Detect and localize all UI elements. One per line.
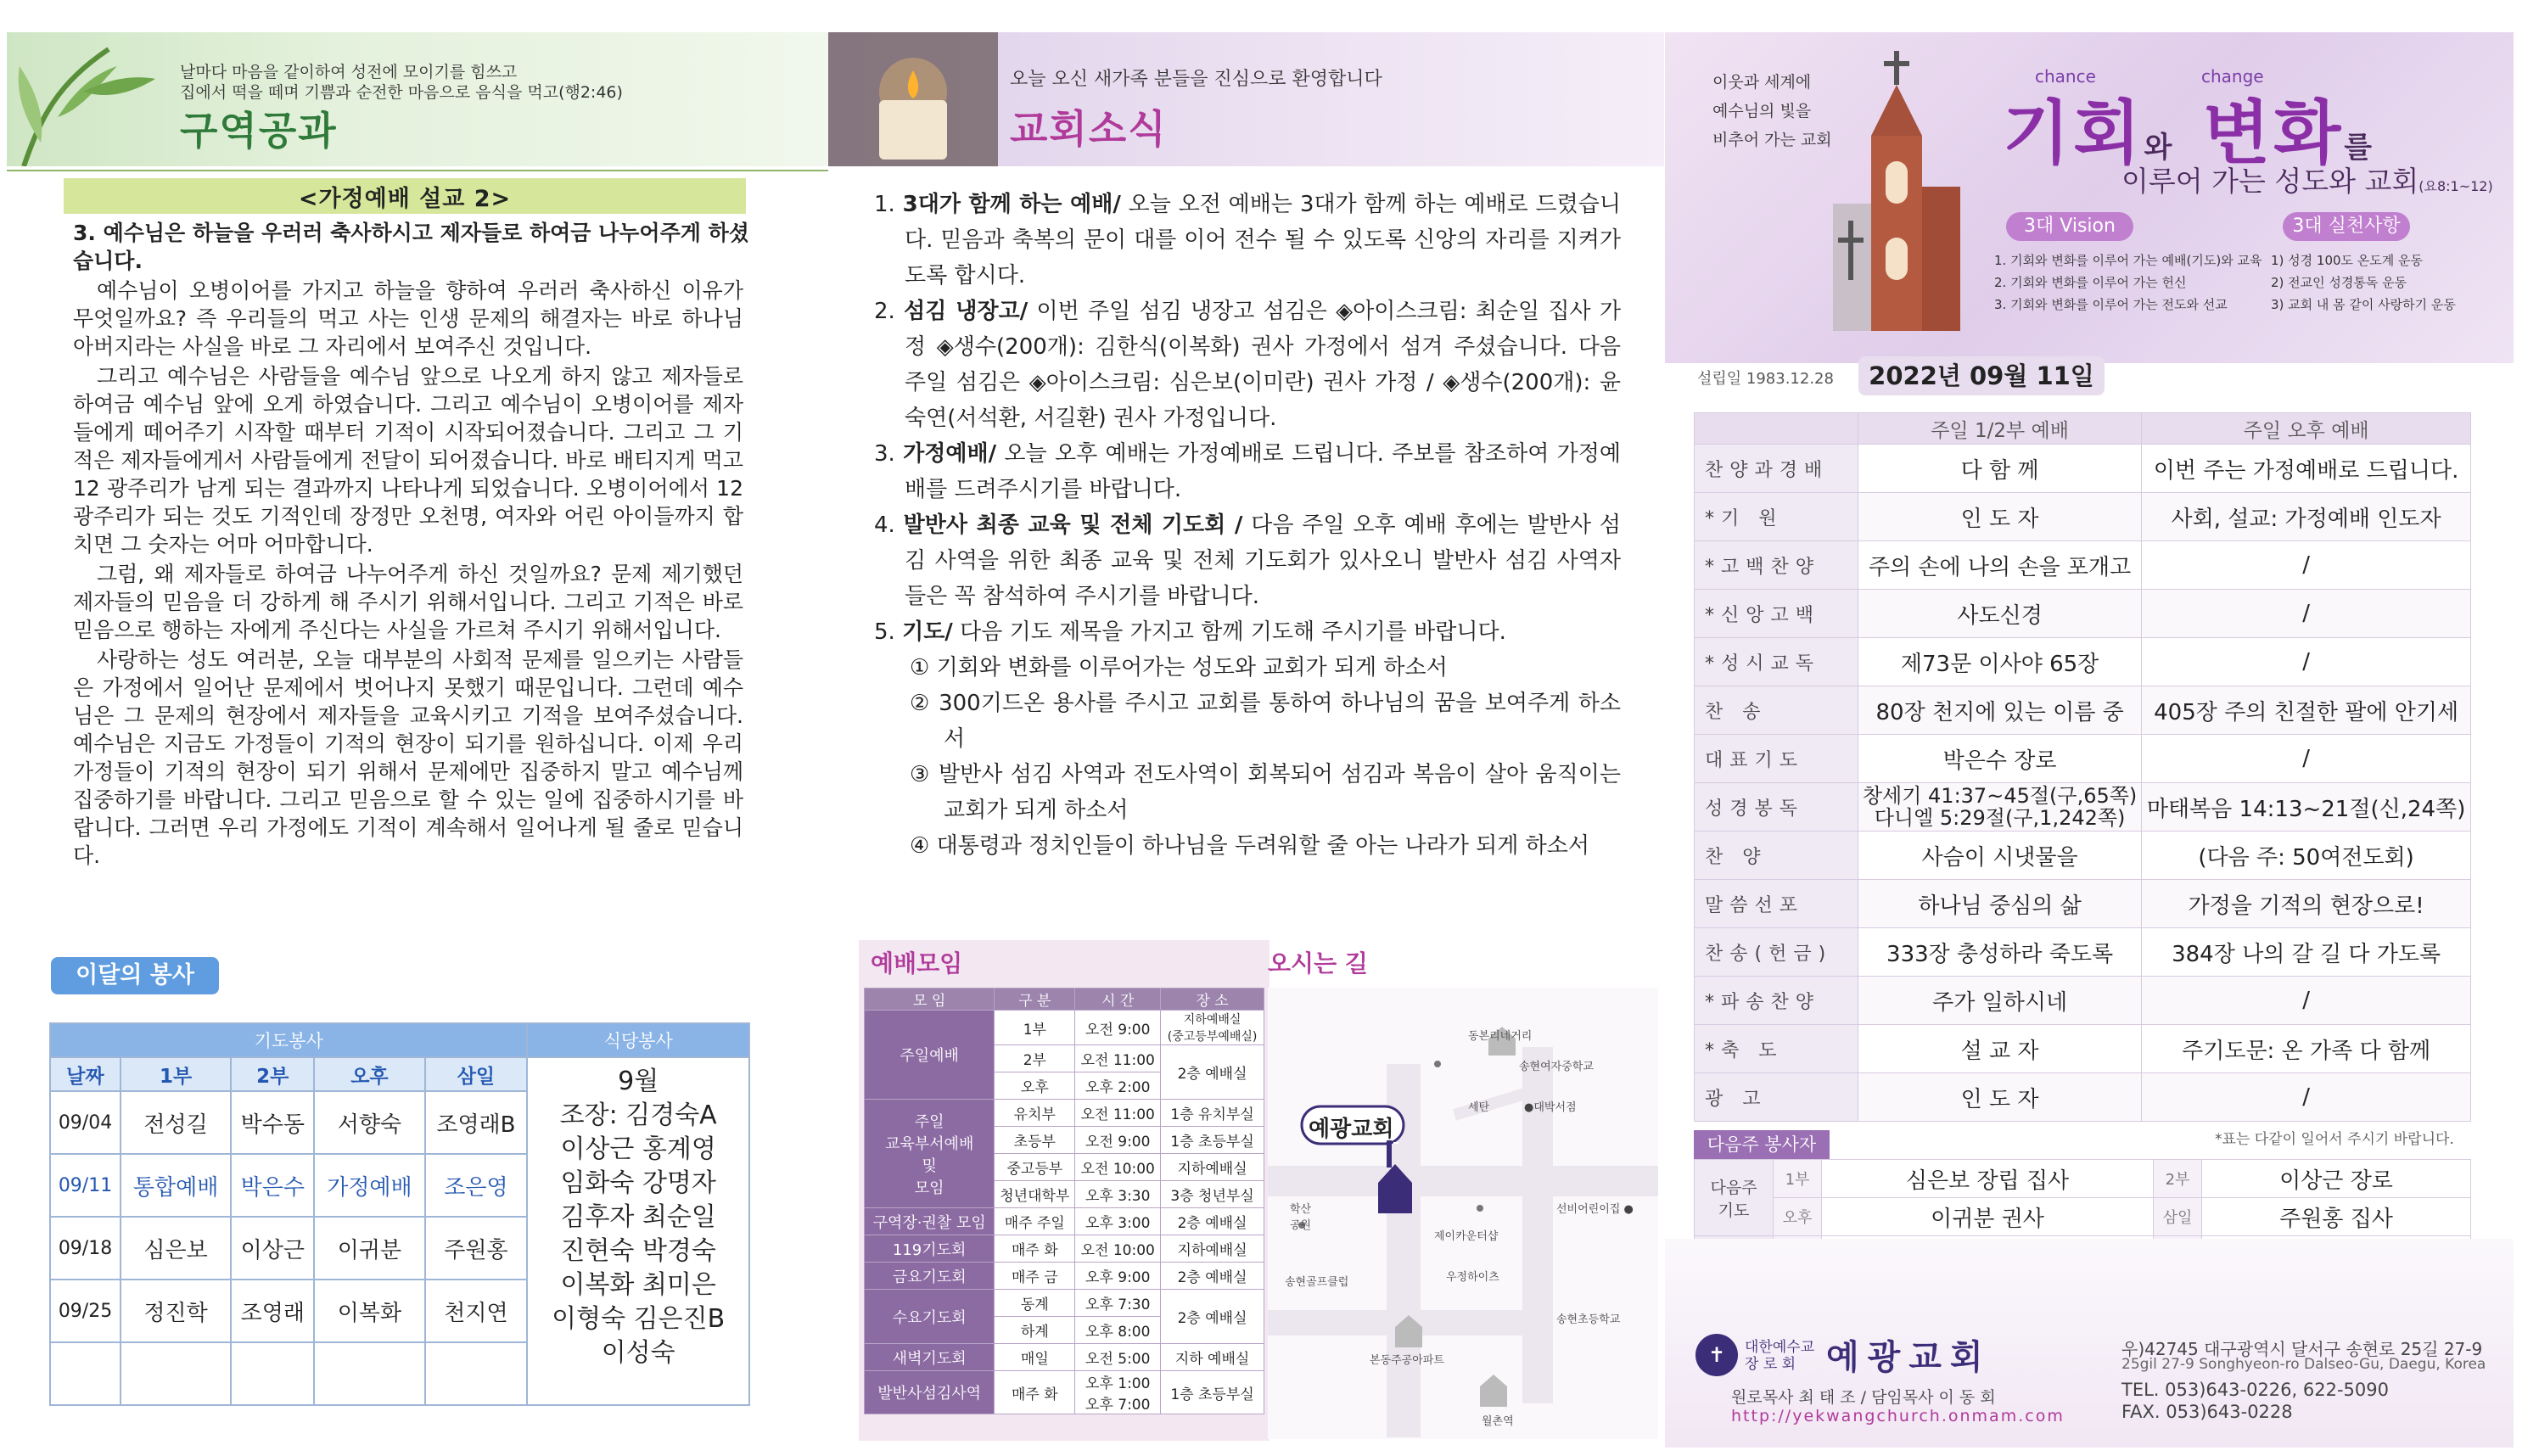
cell: / [2142,1073,2471,1122]
cell: 찬송(헌금) [1695,928,1858,977]
cell: 오후 9:00 [1075,1263,1161,1290]
cell: 통합예배 [121,1154,231,1217]
cell: 1층 유치부실 [1161,1100,1264,1127]
sermon-title: <가정예배 설교 2> [298,186,512,212]
meal-line: 진현숙 박경숙 [560,1236,716,1266]
sermon-point: 3. 예수님은 하늘을 우러러 축사하시고 제자들로 하여금 나누어주게 하셨습니다. [73,221,749,273]
cell: 주일 교육부서예배 및 모임 [865,1100,995,1208]
motto-line: 이웃과 세계에 [1712,73,1812,92]
col-type: 구 분 [995,988,1075,1011]
cell: 삼일 [2154,1198,2202,1236]
map-label: 선비어린이집 ● [1556,1203,1634,1216]
change-label: change [2201,66,2264,87]
cell: / [2142,735,2471,783]
cell: 오후 2:00 [1075,1072,1161,1100]
cell: 청년대학부 [995,1181,1075,1208]
cell: 조은영 [425,1154,528,1217]
table-row [1695,832,2471,880]
cell: 09/25 [50,1280,121,1342]
cell: 발반사섬김사역 [865,1371,995,1414]
practice-item: 1) 성경 100도 온도계 운동 [2271,253,2424,268]
church-building-icon [1833,51,1960,331]
cell: 405장 주의 친절한 팔에 안기세 [2142,686,2471,735]
cell: 주일예배 [865,1011,995,1100]
cell: / [2142,638,2471,686]
practice-label: 3대 실천사항 [2283,212,2410,241]
cell: 매일 [995,1344,1075,1371]
denomination: 대한예수교 장 로 회 [1745,1339,1815,1373]
cell: 대표기도 [1695,735,1858,783]
map-label: 송현여자중학교 [1519,1061,1594,1073]
cell: 2층 예배실 [1161,1263,1264,1290]
cell: 오후 8:00 [1075,1317,1161,1344]
cell: 2층 예배실 [1161,1208,1264,1235]
table-row [1695,638,2471,686]
cell: 80장 천지에 있는 이름 중 [1858,686,2142,735]
meal-line: 임화숙 강명자 [560,1168,716,1198]
col-blank [1695,413,1858,445]
standing-note: *표는 다같이 일어서 주시기 바랍니다. [2215,1131,2454,1148]
cell: 이복화 [314,1280,424,1342]
service-badge: 이달의 봉사 [51,957,219,994]
cell: 이번 주는 가정예배로 드립니다. [2142,445,2471,493]
meal-service-list [527,1057,749,1405]
cell: 하계 [995,1317,1075,1344]
cell: 마태복음 14:13~21절(신,24쪽) [2142,783,2471,832]
cell: 오후 3:30 [1075,1181,1161,1208]
cell: 가정예배 [314,1154,424,1217]
cell: 오전 10:00 [1075,1154,1161,1181]
left-section-title: 구역공과 [180,108,338,154]
meal-line: 9월 [618,1067,659,1096]
news-item: 3. 가정예배/ 오늘 오후 예배는 가정예배로 드립니다. 주보를 참조하여 가정예배를 드려주시기를 바랍니다. [874,441,1621,502]
col-morning: 주일 1/2부 예배 [1858,413,2142,445]
prayer-item: ③ 발반사 섬김 사역과 전도사역이 회복되어 섬김과 복음이 살아 움직이는 교회가 되게 하소서 [910,762,1621,823]
cell: 119기도회 [865,1235,995,1263]
table-row [1695,977,2471,1025]
cell: 심은보 [121,1217,231,1280]
sermon-body [73,277,743,871]
cell [425,1342,528,1405]
prayer-item: ② 300기드온 용사를 주시고 교회를 통하여 하나님의 꿈을 보여주게 하소서 [910,691,1621,752]
table-row [1695,1198,2471,1236]
col-place: 장 소 [1161,988,1264,1011]
cell: 매주 금 [995,1263,1075,1290]
cell [314,1342,424,1405]
cell: 다음주 기도 [1695,1160,1774,1236]
map-label: 본동주공아파트 [1370,1354,1444,1367]
cell: 인 도 자 [1858,493,2142,541]
worship-title: 예배모임 [871,949,963,977]
map-label: 학산 공원 [1290,1203,1312,1232]
cell: / [2142,541,2471,590]
table-row [865,1263,1264,1290]
vision-list [1994,249,2262,316]
sermon-paragraph: 예수님이 오병이어를 가지고 하늘을 향하여 우러러 축사하신 이유가 무엇일까요? 즉 우리들의 먹고 사는 인생 문제의 해결자는 바로 하나님 아버지라는 사실을 바로 그 자리에서 보여주신 것입니다. [73,278,743,359]
meal-service-header: 식당봉사 [527,1023,749,1057]
map-label: 송현초등학교 [1556,1313,1621,1326]
table-row [865,1208,1264,1235]
table-row [1695,880,2471,928]
leaf-decoration-icon [7,32,177,166]
table-row [865,1290,1264,1317]
practice-item: 3) 교회 내 몸 같이 사랑하기 운동 [2271,297,2456,312]
cell: 오전 9:00 [1075,1127,1161,1154]
cell [121,1342,231,1405]
cell: 3층 청년부실 [1161,1181,1264,1208]
cell: 심은보 장립 집사 [1822,1160,2154,1198]
cell: *신앙고백 [1695,590,1858,638]
map-label: 제이카운터샵 [1434,1230,1499,1243]
prayer-service-header: 기도봉사 [50,1023,527,1057]
map-label: 송현골프클럽 [1285,1276,1349,1289]
map-label: 세탄 [1468,1101,1490,1114]
cell: 2부 [995,1045,1075,1072]
cell: 매주 주일 [995,1208,1075,1235]
cell: 매주 화 [995,1235,1075,1263]
cell: 지하예배실 (중고등부예배실) [1161,1011,1264,1045]
cell: 1층 초등부실 [1161,1371,1264,1414]
worship-table [864,988,1264,1414]
worship-order-table [1694,412,2471,1122]
cell: 오전 11:00 [1075,1045,1161,1072]
cell: 오전 9:00 [1075,1011,1161,1045]
pastors: 원로목사 최 태 조 / 담임목사 이 동 회 [1731,1388,1996,1407]
cell: 1부 [1774,1160,1822,1198]
cell: 이상근 장로 [2202,1160,2471,1198]
cell: 주의 손에 나의 손을 포개고 [1858,541,2142,590]
cell: 구역장·권찰 모임 [865,1208,995,1235]
map-label: ●대박서점 [1524,1101,1577,1114]
table-row [1695,686,2471,735]
chance-label: chance [2035,66,2096,87]
cell: *기 원 [1695,493,1858,541]
left-divider [7,170,828,171]
middle-section-title: 교회소식 [1010,106,1168,152]
cell: / [2142,977,2471,1025]
cell: 사도신경 [1858,590,2142,638]
church-logo-icon: ✝ [1695,1334,1738,1376]
col-wednesday: 삼일 [425,1057,528,1091]
cell: 찬양과경배 [1695,445,1858,493]
sermon-paragraph: 사랑하는 성도 여러분, 오늘 대부분의 사회적 문제를 일으키는 사람들은 가정에서 일어난 문제에서 벗어나지 못했기 때문입니다. 그런데 예수님은 그 문제의 현장에서 제자들을 교육시키고 기적을 보여주셨습니다. 예수님은 지금도 가정들이 기적의 현장이 되기를 원하십니다. 이제 우리 가정들이 기적의 현장이 되기 위해서 문제에만 집중하지 말고 예수님께 집중하기를 바랍니다. 그리고 믿음으로 할 수 있는 일에 집중하시기를 바랍니다. 그러면 우리 가정에도 기적이 계속해서 일어나게 될 줄로 믿습니다. [73,647,743,868]
cell: 조영래B [425,1091,528,1154]
next-week-badge: 다음주 봉사자 [1694,1130,1830,1159]
cell: 금요기도회 [865,1263,995,1290]
theme-title: 기회와 변화를 [2003,93,2376,174]
cell: 창세기 41:37~45절(구,65쪽) 다니엘 5:29절(구,1,242쪽) [1858,783,2142,832]
directions-map [1268,988,1658,1439]
cell: 정진학 [121,1280,231,1342]
practice-item: 2) 전교인 성경통독 운동 [2271,275,2407,290]
cell: 주원홍 집사 [2202,1198,2471,1236]
cell: 333장 충성하라 죽도록 [1858,928,2142,977]
founded-date: 설립일 1983.12.28 [1697,370,1834,388]
col-date: 날짜 [50,1057,121,1091]
cell: 박수동 [231,1091,314,1154]
col-2bu: 2부 [231,1057,314,1091]
candle-icon [828,32,998,166]
cell: 찬 양 [1695,832,1858,880]
prayer-item: ④ 대통령과 정치인들이 하나님을 두려워할 줄 아는 나라가 되게 하소서 [910,833,1589,859]
vision-item: 1. 기회와 변화를 이루어 가는 예배(기도)와 교육 [1994,253,2262,268]
cell: 지하 예배실 [1161,1344,1264,1371]
cell: 이귀분 [314,1217,424,1280]
cell: *고백찬양 [1695,541,1858,590]
meal-line: 이형숙 김은진B [552,1304,726,1334]
map-title: 오시는 길 [1268,949,1368,977]
cell: 찬 송 [1695,686,1858,735]
cell: 성경봉독 [1695,783,1858,832]
cell: 오후 [1774,1198,1822,1236]
cell: 오전 11:00 [1075,1100,1161,1127]
cell: 박은수 장로 [1858,735,2142,783]
cell: 2부 [2154,1160,2202,1198]
cell: 인 도 자 [1858,1073,2142,1122]
cell: 전성길 [121,1091,231,1154]
table-row [1695,445,2471,493]
sermon-paragraph: 그럼, 왜 제자들로 하여금 나누어주게 하신 것일까요? 문제 제기했던 제자들의 믿음을 더 강하게 해 주시기 위해서입니다. 그리고 기적은 바로 믿음으로 행하는 자에게 주신다는 사실을 가르쳐 주시기 위해서입니다. [73,562,743,642]
cell: 새벽기도회 [865,1344,995,1371]
cell: 중고등부 [995,1154,1075,1181]
cell: *축 도 [1695,1025,1858,1073]
cell: 사회, 설교: 가정예배 인도자 [2142,493,2471,541]
cell: (다음 주: 50여전도회) [2142,832,2471,880]
cell: 이상근 [231,1217,314,1280]
cell [50,1342,121,1405]
cell: 서향숙 [314,1091,424,1154]
cell: 사슴이 시냇물을 [1858,832,2142,880]
motto-line: 예수님의 빛을 [1712,102,1812,120]
left-subtitle-line1: 날마다 마음을 같이하여 성전에 모이기를 힘쓰고 [180,63,518,81]
map-label: 우정하이츠 [1446,1271,1499,1284]
cell: 오후 3:00 [1075,1208,1161,1235]
cell: 하나님 중심의 삶 [1858,880,2142,928]
map-label: 동본리네거리 [1468,1030,1533,1043]
cell: 주가 일하시네 [1858,977,2142,1025]
col-1bu: 1부 [121,1057,231,1091]
cell: 2층 예배실 [1161,1045,1264,1100]
table-row [865,1344,1264,1371]
col-time: 시 간 [1075,988,1161,1011]
news-item: 5. 기도/ 다음 기도 제목을 가지고 함께 기도해 주시기를 바랍니다. [874,619,1506,645]
theme-subtitle: 이루어 가는 성도와 교회(요8:1~12) [2121,165,2493,198]
service-table [49,1022,750,1406]
cell: 주원홍 [425,1217,528,1280]
cell: 천지연 [425,1280,528,1342]
table-row [1695,541,2471,590]
cell: 주기도문: 온 가족 다 함께 [2142,1025,2471,1073]
cell: 오후 1:00 오후 7:00 [1075,1371,1161,1414]
table-row [865,1100,1264,1127]
meal-line: 이복화 최미은 [560,1270,716,1300]
vision-item: 2. 기회와 변화를 이루어 가는 헌신 [1994,275,2187,290]
bulletin-date: 2022년 09월 11일 [1858,356,2105,395]
table-row [1695,1073,2471,1122]
cell: *성시교독 [1695,638,1858,686]
table-row [1695,783,2471,832]
news-item: 2. 섬김 냉장고/ 이번 주일 섬김 냉장고 섬김은 ◈아이스크림: 최순일 집사 가정 ◈생수(200개): 김한식(이복화) 권사 가정에서 섬겨 주셨습니다. 다음 주일 섬김은 ◈아이스크림: 심은보(이미란) 권사 가정 / ◈생수(200개): 윤숙연(서석환, 서길환) 권사 가정입니다. [874,299,1621,431]
church-name: 예광교회 [1826,1338,1992,1377]
address-english: 25gil 27-9 Songhyeon-ro Dalseo-Gu, Daegu, Korea [2121,1356,2486,1373]
cell: 09/04 [50,1091,121,1154]
cell: 오전 5:00 [1075,1344,1161,1371]
fax: FAX. 053)643-0228 [2121,1402,2293,1422]
cell: 09/18 [50,1217,121,1280]
cell: 오후 7:30 [1075,1290,1161,1317]
church-news-list [874,187,1621,864]
meal-line: 조장: 김경숙A [559,1100,717,1130]
cell: 오전 10:00 [1075,1235,1161,1263]
meal-line: 이성숙 [601,1338,675,1368]
table-row [865,1011,1264,1045]
news-item: 1. 3대가 함께 하는 예배/ 오늘 오전 예배는 3대가 함께 하는 예배로 드렸습니다. 믿음과 축복의 문이 대를 이어 전수 될 수 있도록 신앙의 자리를 지켜가도록 합시다. [874,192,1622,288]
address-korean: 우)42745 대구광역시 달서구 송현로 25길 27-9 [2121,1339,2483,1359]
news-item: 4. 발반사 최종 교육 및 전체 기도회 / 다음 주일 오후 예배 후에는 발반사 섬김 사역을 위한 최종 교육 및 전체 기도회가 있사오니 발반사 섬김 사역자들은 꼭 참석하여 주시기를 바랍니다. [874,512,1621,609]
table-row [865,1235,1264,1263]
vision-item: 3. 기회와 변화를 이루어 가는 전도와 선교 [1994,297,2228,312]
cell: 09/11 [50,1154,121,1217]
practice-list [2271,249,2456,316]
left-subtitle-line2: 집에서 떡을 떼며 기쁨과 순전한 마음으로 음식을 먹고(행2:46) [180,83,623,102]
table-row [1695,1160,2471,1198]
table-row [1695,735,2471,783]
cell: 설 교 자 [1858,1025,2142,1073]
cell: 초등부 [995,1127,1075,1154]
sermon-paragraph: 그리고 예수님은 사람들을 예수님 앞으로 나오게 하지 않고 제자들로 하여금 예수님 앞에 오게 하였습니다. 그리고 예수님이 오병이어를 제자들에게 떼어주기 시작할 때부터 기적이 시작되어졌습니다. 그리고 그 기적은 제자들에게서 사람들에게 전달이 되어졌습니다. 바로 배티지게 먹고 12 광주리가 남게 되는 결과까지 나타나게 되었습니다. 오병이어에서 12광주리가 되는 것도 기적인데 장정만 오천명, 여자와 어린 아이들까지 합치면 그 숫자는 어마 어마합니다. [73,364,743,557]
meal-line: 이상근 홍계영 [560,1134,716,1164]
prayer-item: ① 기회와 변화를 이루어가는 성도와 교회가 되게 하소서 [910,655,1448,680]
col-group: 모 임 [865,988,995,1011]
cell: 박은수 [231,1154,314,1217]
cell: 말씀선포 [1695,880,1858,928]
cell: 1부 [995,1011,1075,1045]
church-motto [1712,68,1832,154]
middle-subtitle: 오늘 오신 새가족 분들을 진심으로 환영합니다 [1010,69,1382,90]
table-row [1695,1025,2471,1073]
cell: 다 함 께 [1858,445,2142,493]
table-row [1695,493,2471,541]
cell: *파송찬양 [1695,977,1858,1025]
cell: / [2142,590,2471,638]
vision-label: 3대 Vision [2006,212,2133,241]
table-row [1695,928,2471,977]
cell: 조영래 [231,1280,314,1342]
meal-line: 김후자 최순일 [560,1202,716,1232]
cell: 광 고 [1695,1073,1858,1122]
cell: 이귀분 권사 [1822,1198,2154,1236]
church-url-link[interactable]: http://yekwangchurch.onmam.com [1731,1407,2065,1425]
table-row [865,1371,1264,1414]
map-label: 월촌역 [1482,1415,1514,1428]
cell: 1층 초등부실 [1161,1127,1264,1154]
cell: 384장 나의 갈 길 다 가도록 [2142,928,2471,977]
cell: 매주 화 [995,1371,1075,1414]
cell: 유치부 [995,1100,1075,1127]
cell: 수요기도회 [865,1290,995,1344]
cell: 가정을 기적의 현장으로! [2142,880,2471,928]
map-church-label: 예광교회 [1309,1117,1394,1142]
cell: 동계 [995,1290,1075,1317]
table-row [1695,590,2471,638]
telephone: TEL. 053)643-0226, 622-5090 [2121,1380,2389,1400]
cell: 2층 예배실 [1161,1290,1264,1344]
col-afternoon: 오후 [314,1057,424,1091]
cell: 오후 [995,1072,1075,1100]
cell: 제73문 이사야 65장 [1858,638,2142,686]
cell: 지하예배실 [1161,1235,1264,1263]
cell: 지하예배실 [1161,1154,1264,1181]
cell [231,1342,314,1405]
motto-line: 비추어 가는 교회 [1712,131,1832,149]
col-afternoon: 주일 오후 예배 [2142,413,2471,445]
